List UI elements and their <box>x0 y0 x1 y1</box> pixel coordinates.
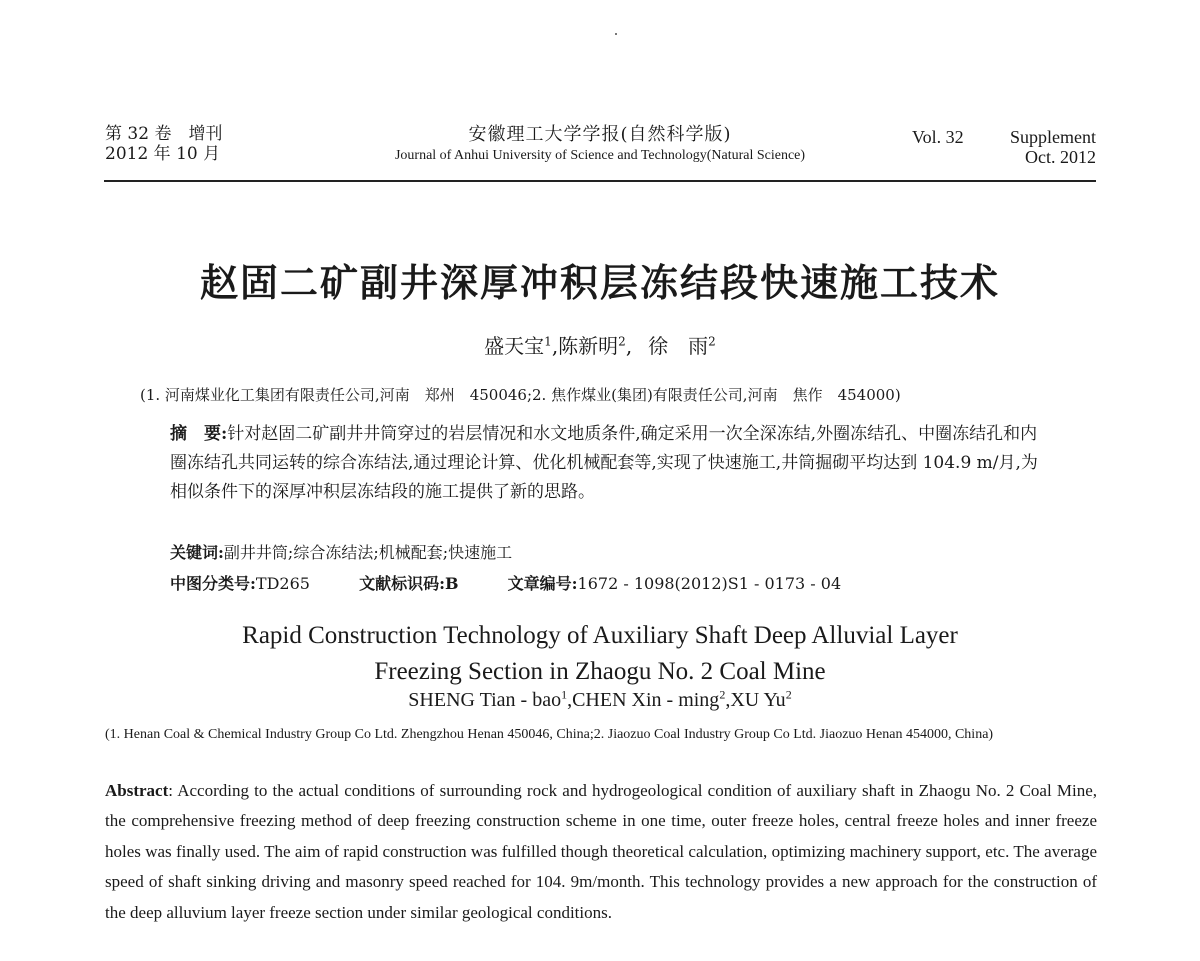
abstract-en-label: Abstract <box>105 781 169 800</box>
keywords-cn-label: 关键词: <box>170 543 224 562</box>
header-rule <box>104 180 1096 182</box>
abstract-cn-label: 摘 要: <box>170 424 228 444</box>
doc-code-label: 文献标识码: <box>359 574 445 593</box>
journal-name-cn: 安徽理工大学学报(自然科学版) <box>468 124 732 145</box>
scan-speck <box>615 33 617 35</box>
volume-supplement-cn: 第 32 卷 增刊 <box>105 124 223 144</box>
article-number-label: 文章编号: <box>507 574 578 593</box>
volume-row <box>912 127 1096 147</box>
journal-name <box>330 124 870 164</box>
paper-title-en <box>0 618 1200 690</box>
issue-info-en <box>912 127 1096 167</box>
author-en: CHEN Xin - ming$^2$ <box>572 687 726 711</box>
affiliation-cn: (1. 河南煤业化工集团有限责任公司,河南 郑州 450046;2. 焦作煤业(集团)有限责任公司,河南 焦作 454000) <box>140 386 901 404</box>
keywords-cn <box>170 540 512 563</box>
author-en: SHENG Tian - bao$^1$ <box>408 687 568 711</box>
abstract-en-text: : According to the actual conditions of surrounding rock and hydrogeological condition of auxiliary shaft in Zhaogu No. 2 Coal Mine, the comprehensive freezing method of deep freezing construction scheme in one time, outer freeze holes, central freeze holes and inner freeze holes was finally used. The aim of rapid construction was fulfilled though theoretical calculation, optimizing machinery support, etc. The average speed of shaft sinking driving and masonry speed reached for 104. 9m/month. This technology provides a new approach for the construction of the deep alluvium layer freeze section under similar geological conditions. <box>105 781 1097 922</box>
issue-date-en: Oct. 2012 <box>1025 147 1096 167</box>
volume-number: Vol. 32 <box>912 127 964 147</box>
author-cn: 徐 雨$^2$ <box>648 334 716 358</box>
author-en: XU Yu$^2$ <box>730 687 792 711</box>
abstract-en <box>105 776 1097 928</box>
affiliation-en: (1. Henan Coal & Chemical Industry Group Co Ltd. Zhengzhou Henan 450046, China;2. Jiaozuo Coal Industry Group Co Ltd. Jiaozuo Henan 454000, China) <box>105 727 994 742</box>
abstract-cn-text: 针对赵固二矿副井井筒穿过的岩层情况和水文地质条件,确定采用一次全深冻结,外圈冻结孔、中圈冻结孔和内圈冻结孔共同运转的综合冻结法,通过理论计算、优化机械配套等,实现了快速施工,井筒掘砌平均达到 104.9 m/月,为相似条件下的深厚冲积层冻结段的施工提供了新的思路。 <box>170 424 1038 502</box>
journal-name-en: Journal of Anhui University of Science and Technology(Natural Science) <box>394 148 806 163</box>
classification-line <box>170 571 1070 594</box>
clc-value: TD265 <box>255 574 310 593</box>
author-cn: 盛天宝$^1$ <box>484 334 552 358</box>
paper-title-en-line2: Freezing Section in Zhaogu No. 2 Coal Mine <box>374 658 826 685</box>
supplement-label: Supplement <box>1010 127 1096 147</box>
authors-en: SHENG Tian - bao$^1$,CHEN Xin - ming$^2$,XU Yu$^2$ <box>408 687 792 711</box>
abstract-cn <box>170 420 1050 507</box>
paper-title-cn: 赵固二矿副井深厚冲积层冻结段快速施工技术 <box>199 260 1000 305</box>
authors-cn: 盛天宝$^1$,陈新明$^2$, 徐 雨$^2$ <box>484 334 716 358</box>
date-cn: 2012 年 10 月 <box>105 144 221 164</box>
paper-title-en-line1: Rapid Construction Technology of Auxiliary Shaft Deep Alluvial Layer <box>242 622 958 649</box>
article-number-value: 1672 - 1098(2012)S1 - 0173 - 04 <box>577 574 842 593</box>
doc-code-value: B <box>444 574 459 593</box>
author-cn: 陈新明$^2$ <box>558 334 626 358</box>
clc-label: 中图分类号: <box>170 574 256 593</box>
keywords-cn-text: 副井井筒;综合冻结法;机械配套;快速施工 <box>223 543 513 562</box>
issue-info <box>105 124 222 164</box>
